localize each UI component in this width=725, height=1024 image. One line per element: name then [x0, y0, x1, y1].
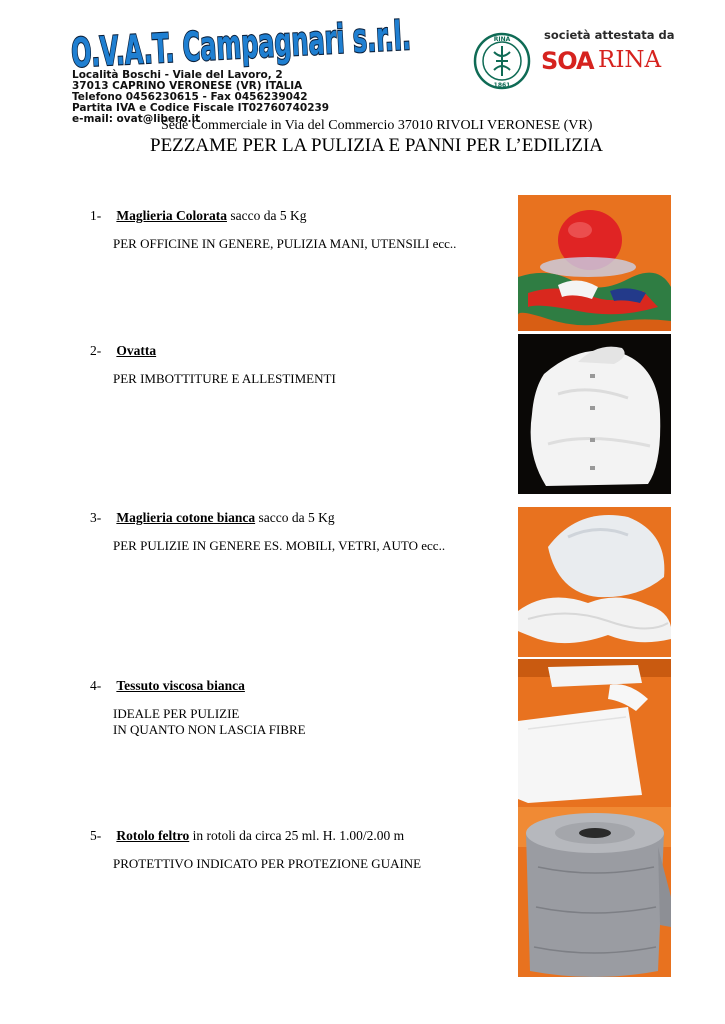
photo-tessuto-viscosa-bianca — [518, 659, 671, 807]
company-name: O.V.A.T. Campagnari — [70, 14, 416, 72]
item-name: Maglieria Colorata — [116, 208, 227, 223]
item-detail: sacco da 5 Kg — [258, 510, 335, 525]
item-number: 2- — [90, 343, 102, 358]
item-name: Maglieria cotone bianca — [116, 510, 256, 525]
item-detail: sacco da 5 Kg — [230, 208, 307, 223]
item-description: PER PULIZIE IN GENERE ES. MOBILI, VETRI, AUTO ecc.. — [113, 538, 446, 553]
seal-year: 1861 — [493, 82, 511, 89]
item-number: 5- — [90, 828, 102, 843]
page-title: PEZZAME PER LA PULIZIA E PANNI PER L’EDILIZIA — [150, 135, 604, 156]
address-line: Località Boschi - Viale del Lavoro, 2 — [72, 69, 283, 81]
attested-label: società attestata da — [544, 28, 675, 42]
soa-logo-text: SOA — [541, 47, 594, 75]
item-number: 4- — [90, 678, 102, 693]
sede-commerciale: Sede Commerciale in Via del Commercio 37010 RIVOLI VERONESE (VR) — [161, 118, 593, 133]
product-item — [90, 828, 421, 872]
item-description: PER OFFICINE IN GENERE, PULIZIA MANI, UTENSILI ecc.. — [113, 236, 457, 251]
seal-text: RINA — [493, 36, 511, 43]
product-item — [90, 678, 306, 738]
product-item — [90, 510, 445, 554]
item-number: 1- — [90, 208, 102, 223]
company-address — [72, 70, 329, 125]
item-name: Tessuto viscosa bianca — [116, 678, 245, 693]
rina-seal-icon — [473, 30, 531, 92]
phone-line: Telefono 0456230615 - Fax 0456239042 — [72, 91, 308, 103]
product-item — [90, 343, 336, 387]
item-description: PER IMBOTTITURE E ALLESTIMENTI — [113, 371, 336, 386]
photo-maglieria-colorata — [518, 195, 671, 331]
photo-maglieria-cotone-bianca — [518, 507, 671, 657]
item-name: Rotolo feltro — [116, 828, 190, 843]
photo-rotolo-feltro — [518, 807, 671, 977]
photo-ovatta — [518, 334, 671, 494]
item-description: PROTETTIVO INDICATO PER PROTEZIONE GUAINE — [113, 856, 422, 871]
rina-logo-text: RINA — [598, 47, 662, 73]
email-line: e-mail: ovat@libero.it — [72, 113, 201, 125]
item-name: Ovatta — [116, 343, 157, 358]
company-logo — [66, 14, 416, 72]
item-number: 3- — [90, 510, 102, 525]
product-item — [90, 208, 456, 252]
address-line: 37013 CAPRINO VERONESE (VR) ITALIA — [72, 80, 303, 92]
vat-line: Partita IVA e Codice Fiscale IT02760740239 — [72, 102, 330, 114]
item-detail: in rotoli da circa 25 ml. H. 1.00/2.00 m — [192, 828, 405, 843]
item-description: IN QUANTO NON LASCIA FIBRE — [113, 722, 306, 737]
item-description: IDEALE PER PULIZIE — [113, 706, 240, 721]
